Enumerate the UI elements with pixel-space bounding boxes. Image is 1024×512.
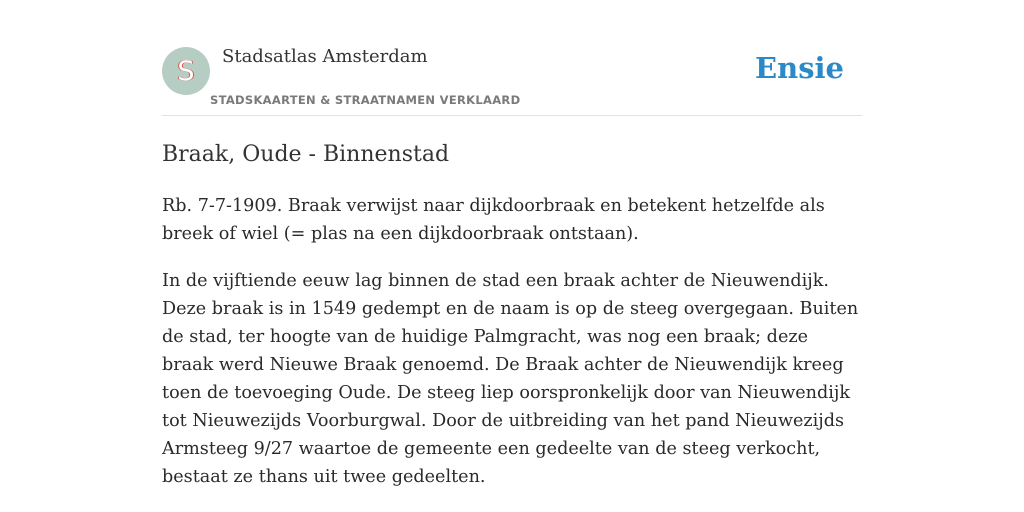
article-title: Braak, Oude - Binnenstad xyxy=(162,142,450,167)
header-divider xyxy=(162,115,862,116)
article-paragraph: In de vijftiende eeuw lag binnen de stad een braak achter de Nieuwendijk. Deze braak is in 1549 gedempt en de naam is op de steeg overgegaan. Buiten de stad, ter hoogte van de huidige Palmgracht, was nog een braak; deze braak werd Nieuwe Braak genoemd. De Braak achter de Nieuwendijk kreeg toen de toevoeging Oude. De steeg liep oorspronkelijk door van Nieuwendijk tot Nieuwezijds Voorburgwal. Door de uitbreiding van het pand Nieuwezijds Armsteeg 9/27 waartoe de gemeente een gedeelte van de steeg verkocht, bestaat ze thans uit twee gedeelten. xyxy=(162,271,859,487)
site-tagline: STADSKAARTEN & STRAATNAMEN VERKLAARD xyxy=(210,93,521,107)
article-paragraph: Rb. 7-7-1909. Braak verwijst naar dijkdoorbraak en betekent hetzelfde als breek of wiel (= plas na een dijkdoorbraak ontstaan). xyxy=(162,196,825,244)
page-container xyxy=(162,0,862,512)
brand-logo-link[interactable]: Ensie xyxy=(755,51,844,85)
avatar[interactable] xyxy=(162,47,210,95)
site-name-link[interactable]: Stadsatlas Amsterdam xyxy=(222,46,428,67)
avatar-letter: S xyxy=(177,56,195,87)
